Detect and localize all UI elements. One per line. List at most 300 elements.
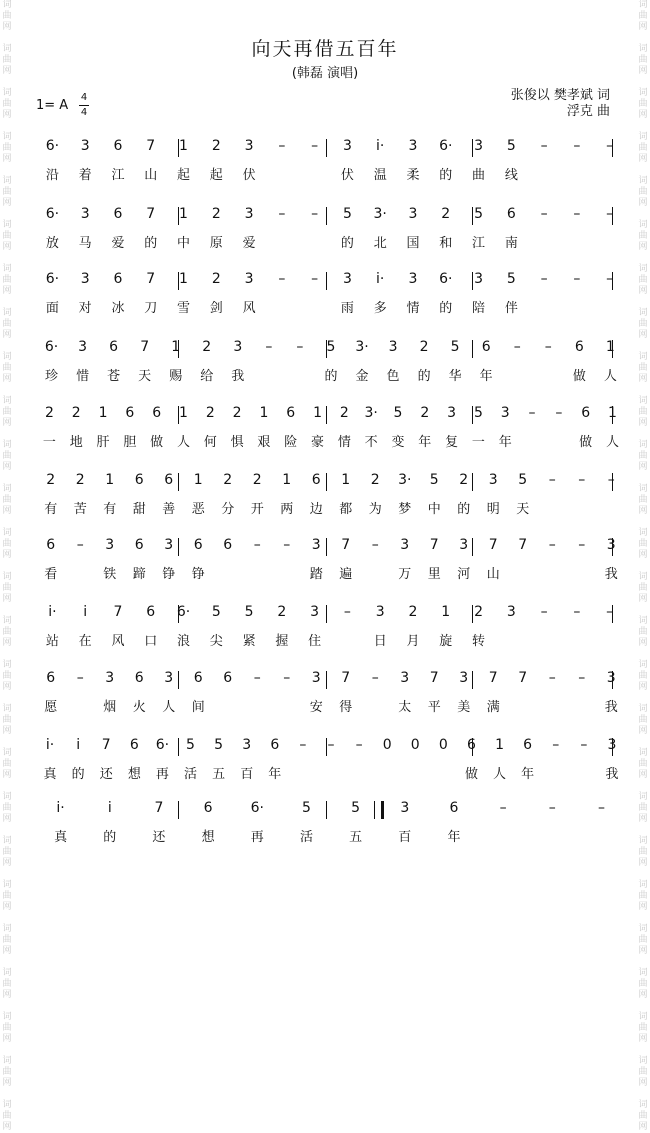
lyric-char	[561, 164, 594, 182]
lyric-char: 色	[386, 369, 400, 384]
lyric-char: 爱	[111, 236, 125, 251]
note: 6	[46, 670, 56, 686]
note: 1	[313, 405, 322, 421]
lyric-char: 情	[337, 435, 351, 450]
note: 6	[129, 737, 139, 753]
note: –	[540, 604, 548, 620]
note: 2	[211, 206, 221, 222]
lyric-char: 站	[45, 634, 59, 649]
barline	[612, 139, 613, 157]
lyric-char: 着	[78, 168, 92, 183]
time-signature-bottom: 4	[80, 107, 88, 118]
lyric-char	[528, 164, 561, 182]
final-barline	[374, 801, 384, 819]
lyric-char	[508, 563, 538, 581]
lyric-char: 艰	[257, 435, 271, 450]
note: 3	[375, 604, 385, 620]
lyric-char: 给	[200, 369, 214, 384]
note: 6·	[176, 604, 191, 620]
note: –	[597, 800, 605, 816]
barline	[178, 473, 179, 491]
note: 7	[146, 206, 156, 222]
score-row	[0, 339, 650, 399]
lyric-char: 剑	[209, 301, 223, 316]
note: 6	[125, 405, 135, 421]
lyric-char: 河	[457, 567, 471, 582]
note: 1	[341, 472, 351, 488]
lyric-char: 复	[445, 435, 459, 450]
lyric-char	[528, 826, 577, 844]
barline	[326, 139, 327, 157]
score-row	[0, 537, 650, 597]
lyric-char: 山	[144, 168, 158, 183]
lyric-char: 年	[521, 767, 535, 782]
note: 2	[211, 138, 221, 154]
lyric-char: 豪	[311, 435, 325, 450]
lyric-char	[361, 563, 391, 581]
note: –	[528, 405, 536, 421]
note: i	[83, 604, 88, 620]
lyric-char: 中	[177, 236, 191, 251]
lyric-char	[495, 630, 528, 648]
note: 3	[244, 206, 254, 222]
barline	[472, 671, 473, 689]
lyric-char: 里	[427, 567, 441, 582]
lyric-char	[284, 365, 315, 383]
lyrics-line	[36, 232, 626, 250]
lyric-char: 的	[340, 236, 354, 251]
lyric-char: 赐	[169, 369, 183, 384]
lyric-char: 活	[184, 767, 198, 782]
notes-line	[36, 800, 626, 822]
lyric-char: 想	[127, 767, 141, 782]
lyric-char	[593, 164, 626, 182]
note: 2	[420, 405, 430, 421]
lyric-char: 铮	[162, 567, 176, 582]
note: –	[355, 737, 363, 753]
lyric-char: 为	[368, 502, 382, 517]
note: 2	[419, 339, 429, 355]
note: 3	[488, 472, 498, 488]
lyric-char: 做	[150, 435, 164, 450]
note: 2	[44, 405, 54, 421]
lyric-char: 的	[71, 767, 85, 782]
lyric-char: 年	[479, 369, 493, 384]
note: –	[76, 537, 84, 553]
lyric-char: 冰	[111, 301, 125, 316]
note: 2	[46, 472, 56, 488]
note: –	[540, 206, 548, 222]
lyric-char	[272, 696, 302, 714]
note: 1	[171, 339, 181, 355]
note: 6	[523, 737, 533, 753]
notes-line	[36, 472, 626, 494]
note: 3	[506, 604, 516, 620]
barline	[612, 671, 613, 689]
note: –	[606, 604, 614, 620]
note: 5	[211, 604, 221, 620]
note: 7	[429, 537, 439, 553]
lyric-char: 蹄	[132, 567, 146, 582]
note: 5	[351, 800, 361, 816]
lyrics-line	[36, 431, 626, 449]
lyric-char	[265, 297, 298, 315]
note: 0	[438, 737, 448, 753]
note: 7	[154, 800, 164, 816]
notes-line	[36, 737, 626, 759]
lyric-char: 我	[231, 369, 245, 384]
note: 3	[164, 670, 174, 686]
note: 1	[179, 206, 188, 222]
note: 6	[113, 138, 123, 154]
note: –	[278, 271, 286, 287]
lyric-char: 的	[103, 830, 117, 845]
barline	[472, 605, 473, 623]
note: 7	[101, 737, 111, 753]
lyric-char: 人	[162, 700, 176, 715]
note: 3	[244, 138, 254, 154]
lyric-char	[545, 431, 572, 449]
lyric-char: 和	[439, 236, 453, 251]
lyric-char: 江	[472, 236, 486, 251]
lyric-char: 马	[78, 236, 92, 251]
lyric-char: 恶	[191, 502, 205, 517]
lyric-char: 真	[43, 767, 57, 782]
note: 6·	[250, 800, 264, 816]
barline	[326, 473, 327, 491]
lyric-char	[298, 232, 331, 250]
lyric-char: 安	[309, 700, 323, 715]
note: 1	[179, 405, 188, 421]
lyric-char: 年	[418, 435, 432, 450]
note: –	[311, 206, 319, 222]
note: 3	[342, 271, 352, 287]
note: 2	[211, 271, 221, 287]
lyric-char: 我	[604, 567, 618, 582]
lyric-char: 两	[280, 502, 294, 517]
lyric-char	[570, 763, 598, 781]
note: 6	[164, 472, 174, 488]
note: 6	[193, 670, 203, 686]
note: 0	[410, 737, 420, 753]
note: 6	[481, 339, 491, 355]
barline	[178, 801, 179, 819]
note: 1	[605, 339, 615, 355]
note: 1	[259, 405, 269, 421]
lyric-char: 南	[504, 236, 518, 251]
barline	[326, 605, 327, 623]
note: 2	[71, 405, 81, 421]
note: 2	[205, 405, 215, 421]
lyrics-line	[36, 498, 626, 516]
note: 2	[277, 604, 287, 620]
lyric-char	[593, 232, 626, 250]
lyric-char: 伴	[504, 301, 518, 316]
note: 7	[146, 138, 156, 154]
note: 6	[574, 339, 584, 355]
note: 1	[441, 604, 451, 620]
note: –	[548, 472, 556, 488]
note: 3·	[373, 206, 387, 222]
barline	[472, 139, 473, 157]
barline	[178, 139, 179, 157]
note: 3	[400, 537, 410, 553]
note: 3	[80, 271, 90, 287]
note: 3	[80, 138, 90, 154]
notes-line	[36, 604, 626, 626]
lyric-char: 满	[486, 700, 500, 715]
lyric-char: 我	[605, 767, 619, 782]
note: 3	[311, 670, 321, 686]
note: 6	[134, 472, 144, 488]
lyric-char: 握	[275, 634, 289, 649]
note: 5	[474, 206, 483, 222]
lyric-char: 年	[268, 767, 282, 782]
lyric-char: 华	[448, 369, 462, 384]
note: 6	[152, 405, 162, 421]
note: 1	[495, 737, 504, 753]
lyric-char	[373, 763, 401, 781]
note: –	[580, 737, 588, 753]
lyric-char: 我	[604, 700, 618, 715]
lyric-char: 曲	[472, 168, 486, 183]
notes-line	[36, 537, 626, 559]
lyric-char	[401, 763, 429, 781]
lyric-char	[533, 365, 564, 383]
note: 7	[140, 339, 150, 355]
watermark-right: 词 曲 网 词 曲 网 词 曲 网 词 曲 网 词 曲 网 词 曲 网 词 曲 网 词 曲 网 词 曲 网 词 曲 网 词 曲 网 词 曲 网 词 曲 网 词 曲 网 词 曲 网 词 曲 网 词 曲 网 词 曲 网 词 曲 网 词 曲 网 词 曲 网 词 曲 网 词 曲 网 词 曲 网 词 曲 网 词 曲 网	[638, 0, 648, 1132]
lyric-char: 江	[111, 168, 125, 183]
lyric-char: 平	[427, 700, 441, 715]
barline	[326, 738, 327, 756]
note: 3	[244, 271, 254, 287]
lyric-char: 伏	[242, 168, 256, 183]
note: i·	[48, 604, 57, 620]
note: 7	[429, 670, 439, 686]
note: 3·	[364, 405, 378, 421]
lyric-char: 肝	[96, 435, 110, 450]
note: –	[573, 206, 581, 222]
lyric-char: 真	[54, 830, 68, 845]
note: 1	[179, 271, 188, 287]
lyric-char: 善	[162, 502, 176, 517]
barline	[178, 272, 179, 290]
lyric-char	[542, 763, 570, 781]
lyric-char: 住	[308, 634, 322, 649]
key-signature: 1= A	[36, 98, 69, 113]
note: 3	[164, 537, 174, 553]
lyric-char: 日	[373, 634, 387, 649]
lyric-char: 有	[103, 502, 117, 517]
note: 5	[326, 339, 336, 355]
score-row	[0, 670, 650, 730]
note: 3	[408, 206, 418, 222]
note: –	[606, 206, 614, 222]
barline	[326, 801, 327, 819]
note: 6	[223, 537, 233, 553]
lyric-char: 美	[457, 700, 471, 715]
lyric-char: 一	[471, 435, 485, 450]
note: 1	[282, 472, 292, 488]
lyric-char	[361, 696, 391, 714]
lyric-char	[213, 563, 243, 581]
lyric-char	[567, 563, 597, 581]
note: –	[253, 537, 261, 553]
note: 3	[78, 339, 88, 355]
lyric-char: 雨	[340, 301, 354, 316]
barline	[472, 538, 473, 556]
barline	[612, 272, 613, 290]
note: –	[283, 670, 291, 686]
lyric-char	[528, 630, 561, 648]
note: –	[578, 472, 586, 488]
barline	[472, 406, 473, 424]
note: 6	[193, 537, 203, 553]
lyric-char	[561, 232, 594, 250]
note: 7	[488, 670, 498, 686]
note: 2	[459, 472, 469, 488]
lyricist-credit: 张俊以 樊孝斌 词	[510, 88, 610, 103]
lyric-char: 浪	[177, 634, 191, 649]
lyric-char	[567, 696, 597, 714]
note: 2	[75, 472, 85, 488]
lyric-char: 再	[155, 767, 169, 782]
lyrics-line	[36, 297, 626, 315]
lyric-char	[213, 696, 243, 714]
note: –	[311, 138, 319, 154]
lyric-char: 在	[78, 634, 92, 649]
lyric-char: 还	[152, 830, 166, 845]
note: 7	[341, 670, 351, 686]
barline	[326, 207, 327, 225]
lyric-char: 百	[240, 767, 254, 782]
lyric-char: 梦	[398, 502, 412, 517]
notes-line	[36, 271, 626, 293]
note: 6·	[439, 138, 453, 154]
barline	[326, 340, 327, 358]
lyric-char	[538, 696, 568, 714]
note: 2	[408, 604, 418, 620]
composer-credit: 浮克 曲	[566, 104, 610, 119]
lyric-char: 有	[44, 502, 58, 517]
note: 3	[474, 271, 483, 287]
note: 5	[450, 339, 460, 355]
lyrics-line	[36, 763, 626, 781]
barline	[472, 272, 473, 290]
lyric-char: 还	[99, 767, 113, 782]
note: 6	[113, 206, 123, 222]
note: 6	[134, 537, 144, 553]
lyric-char: 都	[339, 502, 353, 517]
score-row	[0, 405, 650, 465]
lyric-char: 遍	[339, 567, 353, 582]
lyric-char: 明	[486, 502, 500, 517]
lyric-char: 的	[439, 168, 453, 183]
note: 2	[441, 206, 451, 222]
note: 3·	[355, 339, 369, 355]
lyric-char	[528, 232, 561, 250]
note: 5	[506, 138, 516, 154]
note: 6	[466, 737, 476, 753]
note: 3	[408, 271, 418, 287]
note: 3	[474, 138, 483, 154]
lyric-char: 天	[516, 502, 530, 517]
note: –	[606, 271, 614, 287]
notes-line	[36, 138, 626, 160]
barline	[472, 738, 473, 756]
note: 6	[506, 206, 516, 222]
barline	[326, 538, 327, 556]
lyric-char: 愿	[44, 700, 58, 715]
barline	[612, 340, 613, 358]
note: 2	[232, 405, 242, 421]
note: 3	[500, 405, 510, 421]
lyric-char	[272, 563, 302, 581]
lyric-char	[66, 696, 96, 714]
barline	[178, 207, 179, 225]
barline	[612, 605, 613, 623]
lyric-char	[66, 563, 96, 581]
score-row	[0, 206, 650, 266]
lyric-char: 中	[427, 502, 441, 517]
lyric-char	[508, 696, 538, 714]
lyric-char: 五	[349, 830, 363, 845]
lyric-char	[298, 297, 331, 315]
note: 5	[429, 472, 439, 488]
lyric-char: 人	[176, 435, 190, 450]
note: 2	[474, 604, 483, 620]
note: 1	[179, 138, 188, 154]
note: –	[540, 138, 548, 154]
lyric-char: 对	[78, 301, 92, 316]
note: 5	[473, 405, 483, 421]
score-row	[0, 138, 650, 198]
note: 3	[105, 670, 115, 686]
lyrics-line	[36, 630, 626, 648]
note: 5	[186, 737, 195, 753]
note: 7	[488, 537, 498, 553]
note: 5	[214, 737, 224, 753]
note: –	[578, 670, 586, 686]
lyric-char: 想	[201, 830, 215, 845]
note: 6	[270, 737, 280, 753]
lyric-char: 柔	[406, 168, 420, 183]
lyric-char	[593, 297, 626, 315]
lyric-char: 的	[417, 369, 431, 384]
lyric-char: 踏	[309, 567, 323, 582]
lyric-char: 万	[398, 567, 412, 582]
lyric-char	[289, 763, 317, 781]
note: 6	[134, 670, 144, 686]
lyric-char	[538, 563, 568, 581]
score-row	[0, 604, 650, 664]
barline	[178, 406, 179, 424]
barline	[612, 738, 613, 756]
lyric-char: 起	[209, 168, 223, 183]
note: 6	[311, 472, 321, 488]
note: –	[548, 537, 556, 553]
time-signature	[79, 92, 89, 119]
lyric-char: 险	[284, 435, 298, 450]
lyric-char: 不	[364, 435, 378, 450]
lyric-char: 人	[605, 435, 619, 450]
lyric-char: 做	[464, 767, 478, 782]
note: 6·	[45, 138, 60, 154]
lyric-char	[429, 763, 457, 781]
lyric-char: 珍	[45, 369, 59, 384]
lyric-char	[597, 498, 627, 516]
note: 5	[518, 472, 528, 488]
